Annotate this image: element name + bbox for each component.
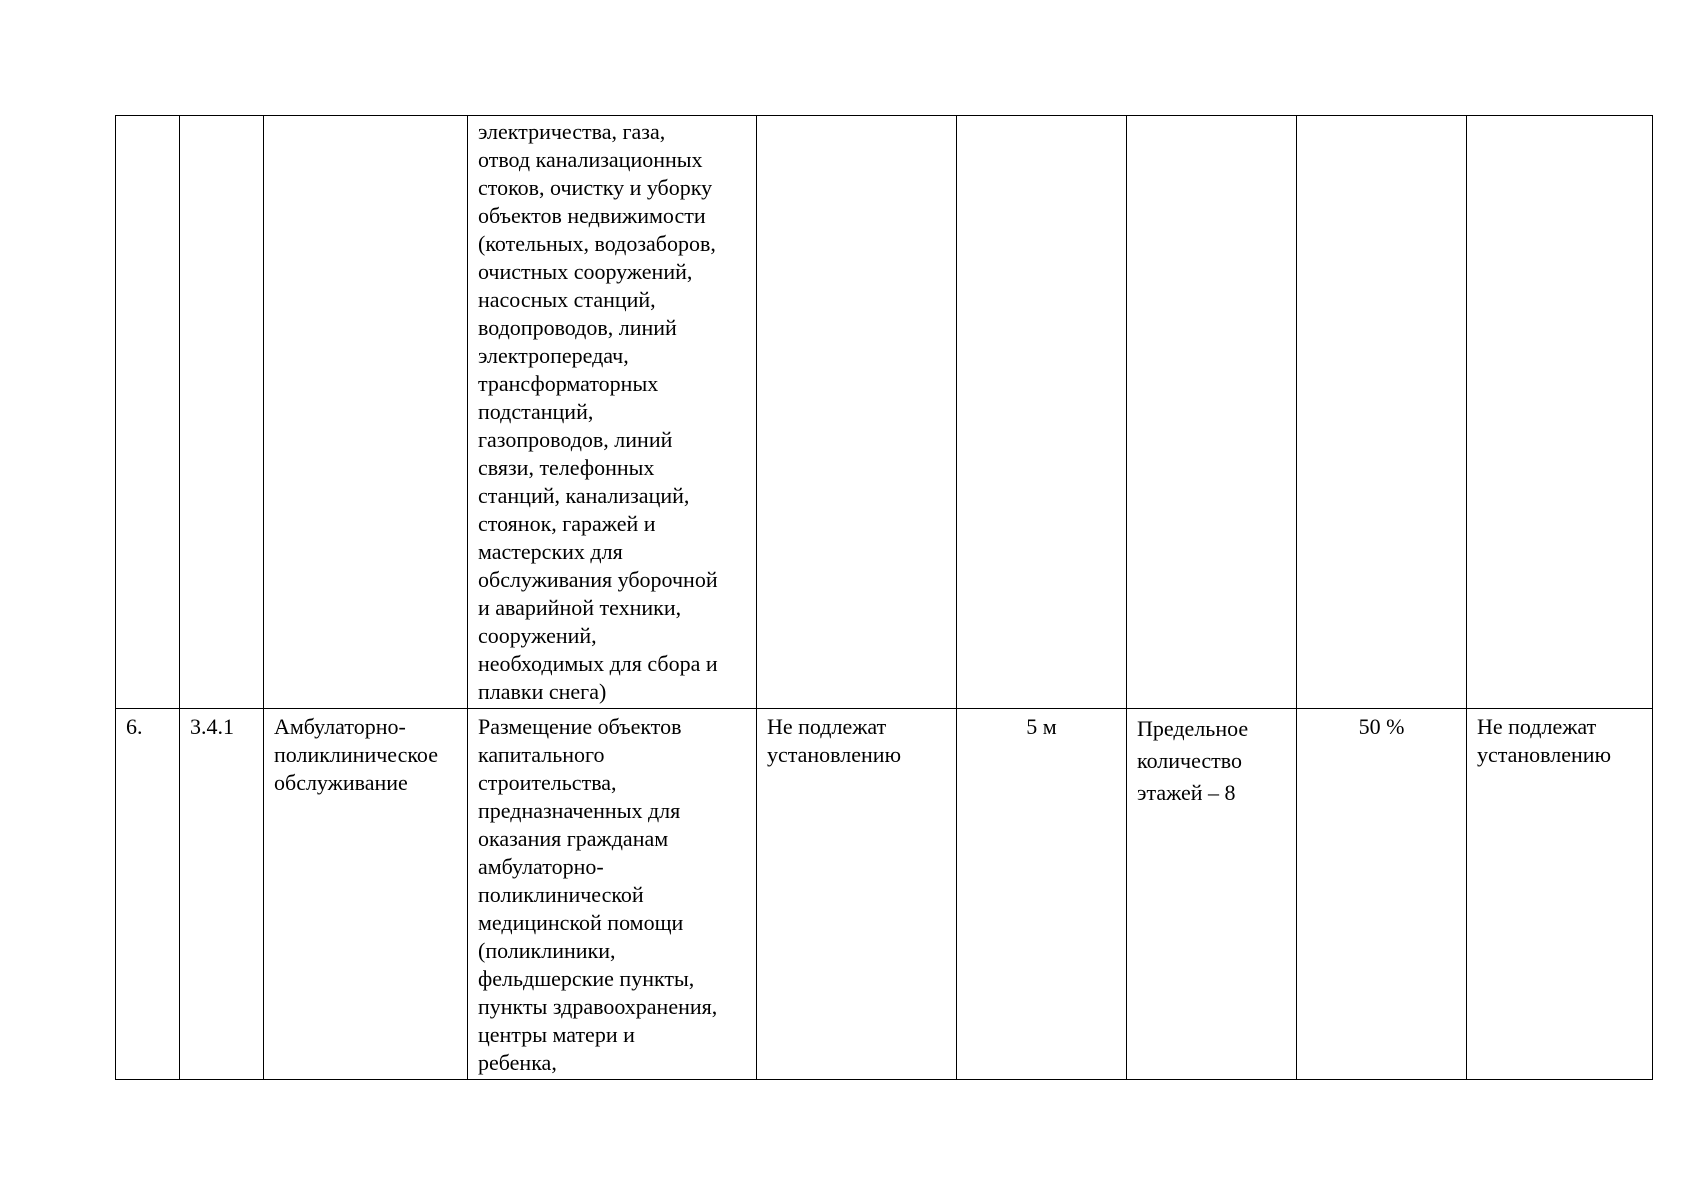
coverage-cell: 50 %	[1297, 709, 1467, 1080]
use-code-cell: 3.4.1	[180, 709, 264, 1080]
min-area-cell	[757, 116, 957, 709]
table-row	[116, 116, 1653, 709]
use-code-cell	[180, 116, 264, 709]
row-number-cell: 6.	[116, 709, 180, 1080]
use-name-cell: Амбулаторно- поликлиническое обслуживание	[264, 709, 468, 1080]
row-number-cell	[116, 116, 180, 709]
zoning-regulations-table	[115, 115, 1653, 1080]
use-description-cell: Размещение объектов капитального строительства, предназначенных для оказания гражданам амбулаторно- поликлинической медицинской помощи (поликлиники, фельдшерские пункты, пункты здравоохранения, центры матери и ребенка,	[468, 709, 757, 1080]
setback-cell: 5 м	[957, 709, 1127, 1080]
use-name-cell	[264, 116, 468, 709]
other-params-cell	[1467, 116, 1653, 709]
floors-cell	[1127, 709, 1297, 1080]
other-params-cell: Не подлежат установлению	[1467, 709, 1653, 1080]
coverage-cell	[1297, 116, 1467, 709]
setback-cell	[957, 116, 1127, 709]
use-description-cell: электричества, газа, отвод канализационных стоков, очистку и уборку объектов недвижимости (котельных, водозаборов, очистных сооружений, насосных станций, водопроводов, линий электропередач, трансформаторных подстанций, газопроводов, линий связи, телефонных станций, канализаций, стоянок, гаражей и мастерских для обслуживания уборочной и аварийной техники, сооружений, необходимых для сбора и плавки снега)	[468, 116, 757, 709]
floors-text: Предельное количество этажей – 8	[1137, 716, 1249, 805]
min-area-cell: Не подлежат установлению	[757, 709, 957, 1080]
floors-cell	[1127, 116, 1297, 709]
table-row	[116, 709, 1653, 1080]
